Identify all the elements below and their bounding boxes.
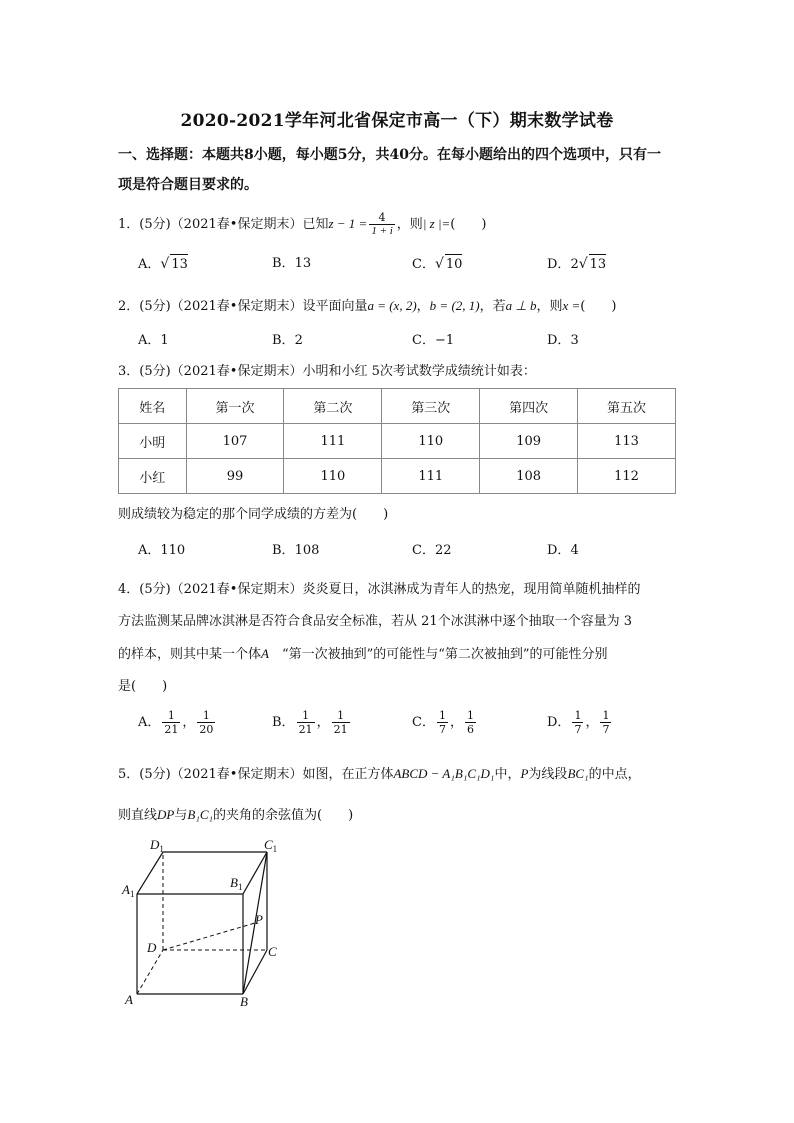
edge-a1d1 [137, 852, 163, 894]
table-cell: 108 [480, 459, 578, 494]
table-header: 第三次 [382, 389, 480, 424]
label-c: C [268, 944, 277, 959]
q2-option-b[interactable]: B．2 [272, 333, 303, 348]
table-cell: 111 [284, 424, 382, 459]
table-cell: 111 [382, 459, 480, 494]
q2-option-c[interactable]: C．−1 [412, 333, 455, 348]
q2-option-a[interactable]: A．1 [138, 333, 169, 348]
table-cell: 107 [186, 424, 284, 459]
q3-option-d[interactable]: D．4 [547, 543, 579, 558]
label-a1: $A_1$ [122, 882, 135, 899]
q4-option-b[interactable]: B． $\frac{1}{21}$ ， $\frac{1}{21}$ [272, 709, 348, 736]
table-header: 姓名 [119, 389, 187, 424]
table-cell: 110 [284, 459, 382, 494]
question-4: 4．(5分)（2021春•保定期末）炎炎夏日，冰淇淋成为青年人的热宠，现用简单随机抽样的 方法监测某品牌冰淇淋是否符合食品安全标准，若从 21个冰淇淋中逐个抽取一个容量为 3 的样本，则其中某一个体A “第一次被抽到”的可能性与“第二次被抽到”的可能性分别 是( ) [118, 582, 641, 694]
label-d: D [147, 940, 157, 955]
segment-dp [163, 923, 255, 950]
table-cell: 113 [578, 424, 676, 459]
label-c1: $C_1$ [264, 837, 278, 854]
table-header: 第五次 [578, 389, 676, 424]
q1-option-a[interactable]: A．√ 13 [138, 254, 188, 275]
page-title: 2020-2021学年河北省保定市高一（下）期末数学试卷 [180, 111, 614, 131]
score-table [118, 388, 676, 494]
label-b1: $B_1$ [230, 875, 243, 892]
q4-option-c[interactable]: C． $\frac{1}{7}$ ， $\frac{1}{6}$ [412, 709, 474, 736]
question-3-prompt: 则成绩较为稳定的那个同学成绩的方差为( ) [118, 507, 389, 522]
label-b: B [240, 994, 248, 1009]
table-cell: 112 [578, 459, 676, 494]
q2-option-d[interactable]: D．3 [547, 333, 579, 348]
table-header: 第四次 [480, 389, 578, 424]
table-cell: 110 [382, 424, 480, 459]
question-1: 1．(5分)（2021春•保定期末）已知z − 1 = $\frac{4}{1 + i}$ ，则| z |=( ) [118, 211, 487, 237]
question-3: 3．(5分)（2021春•保定期末）小明和小红 5次考试数学成绩统计如表： [118, 364, 536, 379]
label-a: A [125, 992, 133, 1007]
section-heading: 一、选择题：本题共8小题，每小题5分，共40分。在每小题给出的四个选项中，只有一 项是符合题目要求的。 [118, 147, 661, 193]
q4-option-d[interactable]: D． $\frac{1}{7}$ ， $\frac{1}{7}$ [547, 709, 610, 736]
table-cell: 小明 [119, 424, 187, 459]
q1-option-b[interactable]: B．13 [272, 256, 312, 271]
q1-option-d[interactable]: D．2√ 13 [547, 254, 606, 275]
table-cell: 小红 [119, 459, 187, 494]
table-cell: 109 [480, 424, 578, 459]
fraction: $\frac{4}{1 + i}$ [371, 211, 393, 237]
question-5: 5．(5分)（2021春•保定期末）如图，在正方体ABCD − A₁B₁C₁D₁中，P为线段BC₁的中点， 则直线DP与B₁C₁的夹角的余弦值为( ) [118, 766, 641, 823]
table-row [119, 424, 676, 459]
table-row [119, 459, 676, 494]
q1-option-c[interactable]: C．√ 10 [412, 254, 462, 275]
label-d1: $D_1$ [150, 837, 164, 854]
label-p: P [255, 912, 263, 927]
table-header: 第二次 [284, 389, 382, 424]
table-header: 第一次 [186, 389, 284, 424]
q4-option-a[interactable]: A． $\frac{1}{21}$ ， $\frac{1}{20}$ [138, 709, 214, 736]
q3-option-c[interactable]: C．22 [412, 543, 452, 558]
question-2: 2．(5分)（2021春•保定期末）设平面向量a = (x, 2)，b = (2, 1)，若a ⊥ b，则x =( ) [118, 298, 617, 314]
cube-figure [110, 830, 310, 1015]
q3-option-a[interactable]: A．110 [138, 543, 186, 558]
q3-option-b[interactable]: B．108 [272, 543, 320, 558]
edge-ad-hidden [137, 950, 163, 994]
table-header-row [119, 389, 676, 424]
table-cell: 99 [186, 459, 284, 494]
